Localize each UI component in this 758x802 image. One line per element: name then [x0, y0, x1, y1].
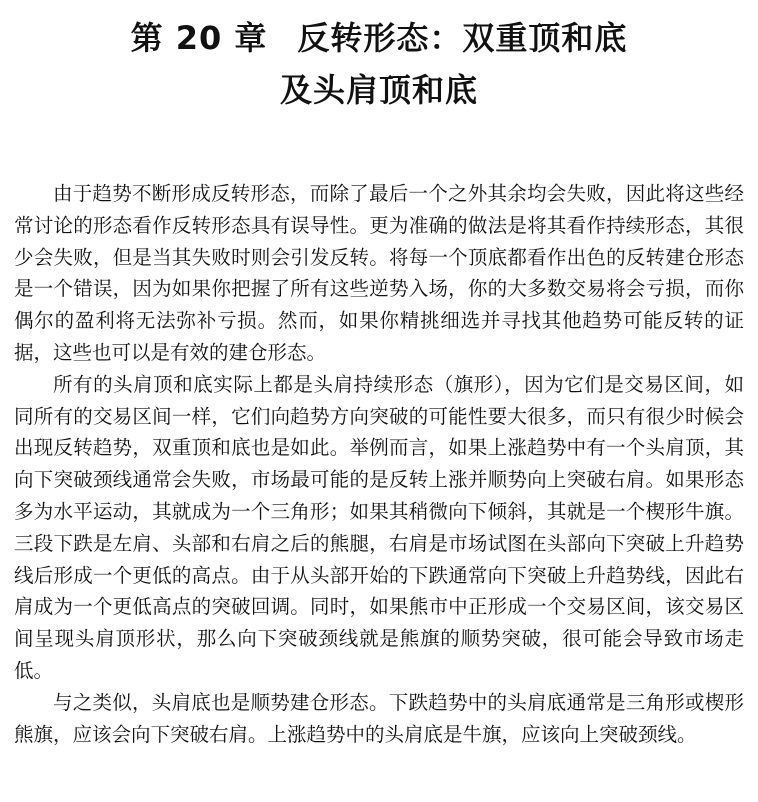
chapter-heading-line-1 — [0, 12, 758, 64]
chapter-title-main: 反转形态：双重顶和底 — [297, 19, 628, 57]
chapter-body — [14, 178, 744, 750]
paragraph-3: 与之类似，头肩底也是顺势建仓形态。下跌趋势中的头肩底通常是三角形或楔形熊旗，应该会向下突破右肩。上涨趋势中的头肩底是牛旗，应该向上突破颈线。 — [14, 690, 744, 746]
paragraph-1: 由于趋势不断形成反转形态，而除了最后一个之外其余均会失败，因此将这些经常讨论的形态看作反转形态具有误导性。更为准确的做法是将其看作持续形态，其很少会失败，但是当其失败时则会引发反转。将每一个顶底都看作出色的反转建仓形态是一个错误，因为如果你把握了所有这些逆势入场，你的大多数交易将会亏损，而你偶尔的盈利将无法弥补亏损。然而，如果你精挑细选并寻找其他趋势可能反转的证据，这些也可以是有效的建仓形态。 — [14, 182, 744, 364]
chapter-heading — [0, 12, 758, 116]
chapter-title-sub: 及头肩顶和底 — [279, 71, 478, 109]
chapter-number: 第 20 章 — [130, 19, 268, 57]
paragraph-2: 所有的头肩顶和底实际上都是头肩持续形态（旗形），因为它们是交易区间，如同所有的交易区间一样，它们向趋势方向突破的可能性要大很多，而只有很少时候会出现反转趋势，双重顶和底也是如此。举例而言，如果上涨趋势中有一个头肩顶，其向下突破颈线通常会失败，市场最可能的是反转上涨并顺势向上突破右肩。如果形态多为水平运动，其就成为一个三角形；如果其稍微向下倾斜，其就是一个楔形牛旗。三段下跌是左肩、头部和右肩之后的熊腿，右肩是市场试图在头部向下突破上升趋势线后形成一个更低的高点。由于从头部开始的下跌通常向下突破上升趋势线，因此右肩成为一个更低高点的突破回调。同时，如果熊市中正形成一个交易区间，该交易区间呈现头肩顶形状，那么向下突破颈线就是熊旗的顺势突破，很可能会导致市场走低。 — [14, 372, 744, 682]
